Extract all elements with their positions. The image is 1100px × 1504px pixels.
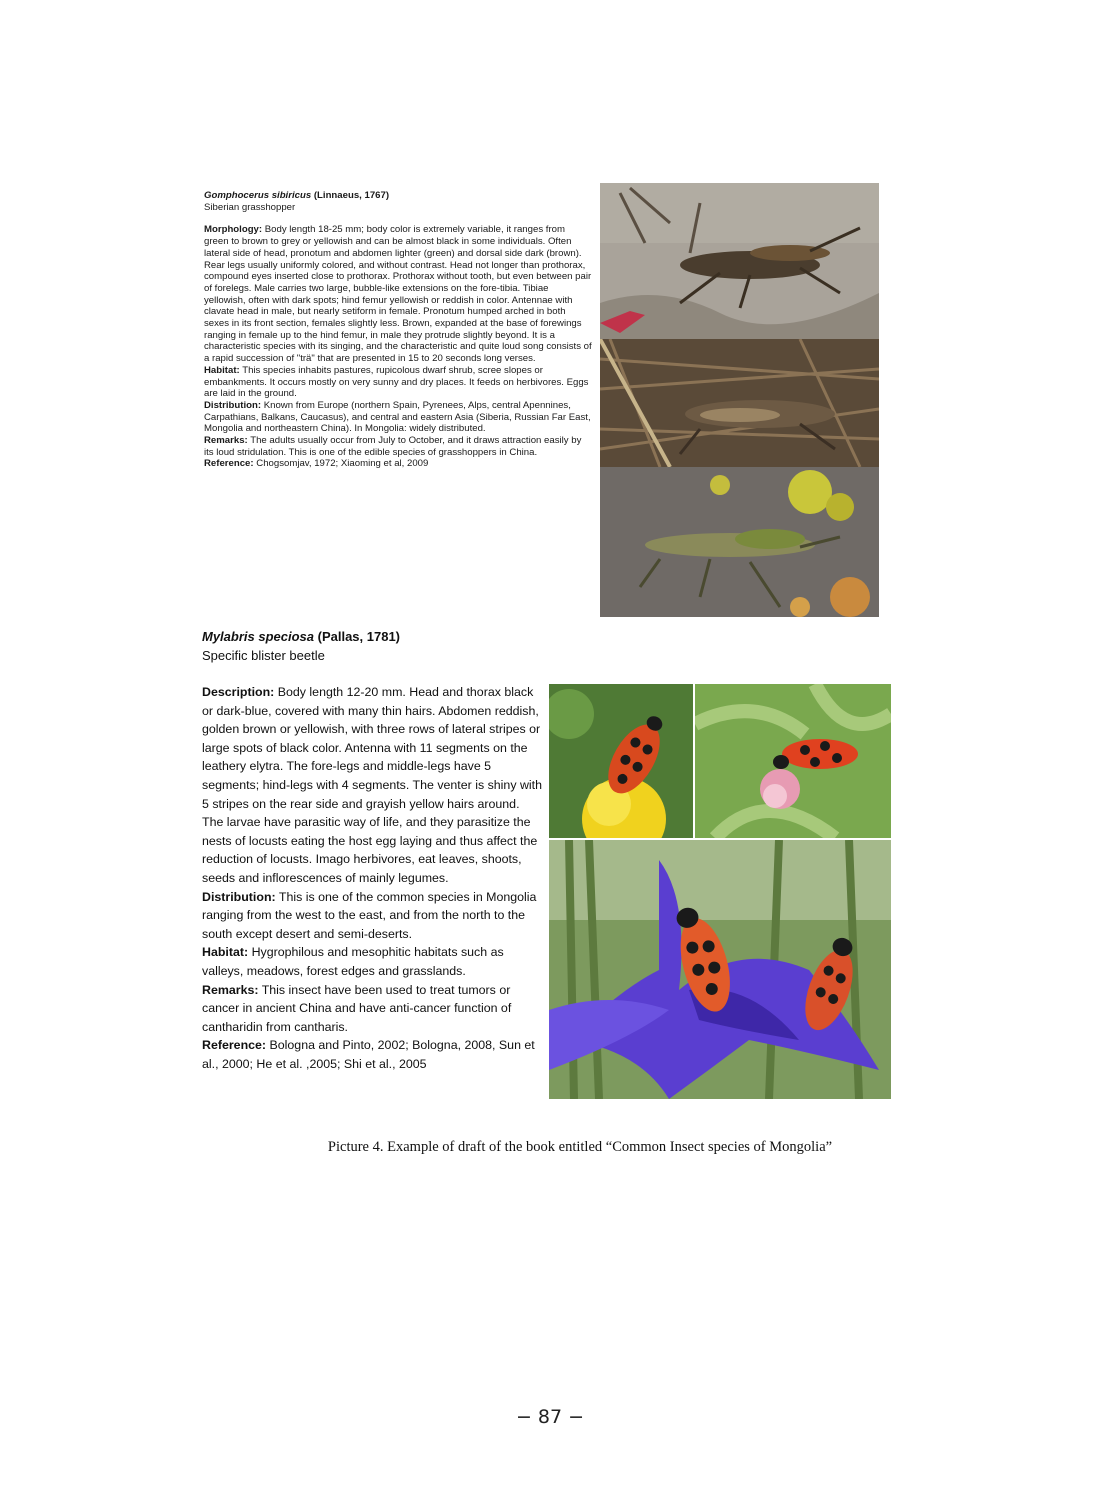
species2-title <box>202 627 542 646</box>
figure-caption: Picture 4. Example of draft of the book entitled “Common Insect species of Mongolia” <box>327 1139 833 1155</box>
distribution-label: Distribution: <box>204 399 262 411</box>
remarks-label: Remarks: <box>204 435 248 447</box>
habitat-text: Hygrophilous and mesophitic habitats such as valleys, meadows, forest edges and grasslands. <box>202 945 504 978</box>
reference-label: Reference: <box>204 458 254 470</box>
reference-text: Bologna and Pinto, 2002; Bologna, 2008, Sun et al., 2000; He et al. ,2005; Shi et al., 2005 <box>202 1038 535 1071</box>
reference-text: Chogsomjav, 1972; Xiaoming et al, 2009 <box>256 458 429 470</box>
species2-remarks <box>202 981 542 1037</box>
remarks-text: This insect have been used to treat tumors or cancer in ancient China and have anti-cancer function of cantharidin from cantharis. <box>202 982 512 1034</box>
reference-label: Reference: <box>202 1038 267 1053</box>
species1-title <box>204 190 592 202</box>
species2-description <box>202 683 542 888</box>
species1-name: Gomphocerus sibiricus <box>204 190 312 201</box>
morphology-text: Body length 18-25 mm; body color is extremely variable, it ranges from green to brown to grey or yellowish and can be almost black in some individuals. Often lateral side of head, pronotum and abdomen lighter (green) and dorsal side dark (brown). Rear legs usually uniformly colored, and without contrast. Head not longer than prothorax, compound eyes inserted close to prothorax. Prothorax without tooth, but even between pair of forelegs. Male carries two large, bubble-like extensions on the fore-tibia. Tibiae yellowish, often with dark spots; hind femur yellowish or reddish in color. Antennae with clavate head in male, but nearly setiform in female. Pronotum humped arched in both sexes in its front section, females slightly less. Brown, expanded at the base of forewings ranging in female up to the hind femur, in male they protrude slightly beyond. It is a characteristic species with its singing, and the characteristic and quite loud song consists of a rapid succession of "trä" that are presented in 15 to 20 seconds long verses. <box>204 224 592 365</box>
species2-name: Mylabris speciosa <box>202 629 314 644</box>
beetle-photo-grid <box>549 684 891 1099</box>
species1-entry <box>204 190 592 470</box>
page-number: − 87 − <box>515 1406 585 1428</box>
species2-author: (Pallas, 1781) <box>317 629 401 644</box>
species2-heading <box>202 627 542 665</box>
species2-habitat <box>202 943 542 980</box>
distribution-text: This is one of the common species in Mongolia ranging from the west to the east, and from the north to the south except desert and semi-deserts. <box>202 889 537 941</box>
habitat-text: This species inhabits pastures, rupicolous dwarf shrub, scree slopes or embankments. It occurs mostly on very sunny and dry places. It feeds on herbivores. Eggs are laid in the ground. <box>204 364 589 400</box>
grasshopper-photo-3 <box>600 467 879 617</box>
species1-common-name: Siberian grasshopper <box>204 201 296 213</box>
species2-common-name: Specific blister beetle <box>202 648 325 663</box>
habitat-label: Habitat: <box>204 364 240 376</box>
species1-remarks <box>204 435 592 458</box>
description-label: Description: <box>202 685 275 699</box>
morphology-label: Morphology: <box>204 224 263 236</box>
species1-habitat <box>204 365 592 400</box>
beetle-photo-3 <box>549 840 891 1099</box>
species1-morphology <box>204 224 592 364</box>
beetle-photo-1 <box>549 684 693 838</box>
species2-entry <box>202 683 542 1073</box>
species2-reference <box>202 1036 542 1073</box>
grasshopper-photo-2 <box>600 339 879 467</box>
grasshopper-photo-1 <box>600 183 879 339</box>
species1-author: (Linnaeus, 1767) <box>313 190 390 201</box>
species1-reference <box>204 458 592 470</box>
distribution-text: Known from Europe (northern Spain, Pyrenees, Alps, central Apennines, Carpathians, Balkans, Caucasus), and central and eastern Asia (Siberia, Russian Far East, Mongolia and northeastern China). In Mongolia: widely distributed. <box>204 399 591 435</box>
description-text: Body length 12-20 mm. Head and thorax black or dark-blue, covered with many thin hairs. Abdomen reddish, golden brown or yellowish, with three rows of lateral stripes or large spots of black color. Antenna with 11 segments on the leathery elytra. The fore-legs and middle-legs have 5 segments; hind-legs with 4 segments. The venter is shiny with 5 stripes on the rear side and grayish yellow hairs around. The larvae have parasitic way of life, and they parasitize the nests of locusts eating the host egg laying and thus affect the reduction of locusts. Imago herbivores, eat leaves, shoots, seeds and inflorescences of mainly legumes. <box>202 685 542 885</box>
species2-distribution <box>202 888 542 944</box>
beetle-photo-2 <box>695 684 891 838</box>
species1-distribution <box>204 400 592 435</box>
remarks-label: Remarks: <box>202 982 259 997</box>
distribution-label: Distribution: <box>202 889 276 904</box>
habitat-label: Habitat: <box>202 945 249 960</box>
remarks-text: The adults usually occur from July to October, and it draws attraction easily by its loud stridulation. This is one of the edible species of grasshoppers in China. <box>204 435 582 458</box>
grasshopper-photo-column <box>600 183 879 617</box>
